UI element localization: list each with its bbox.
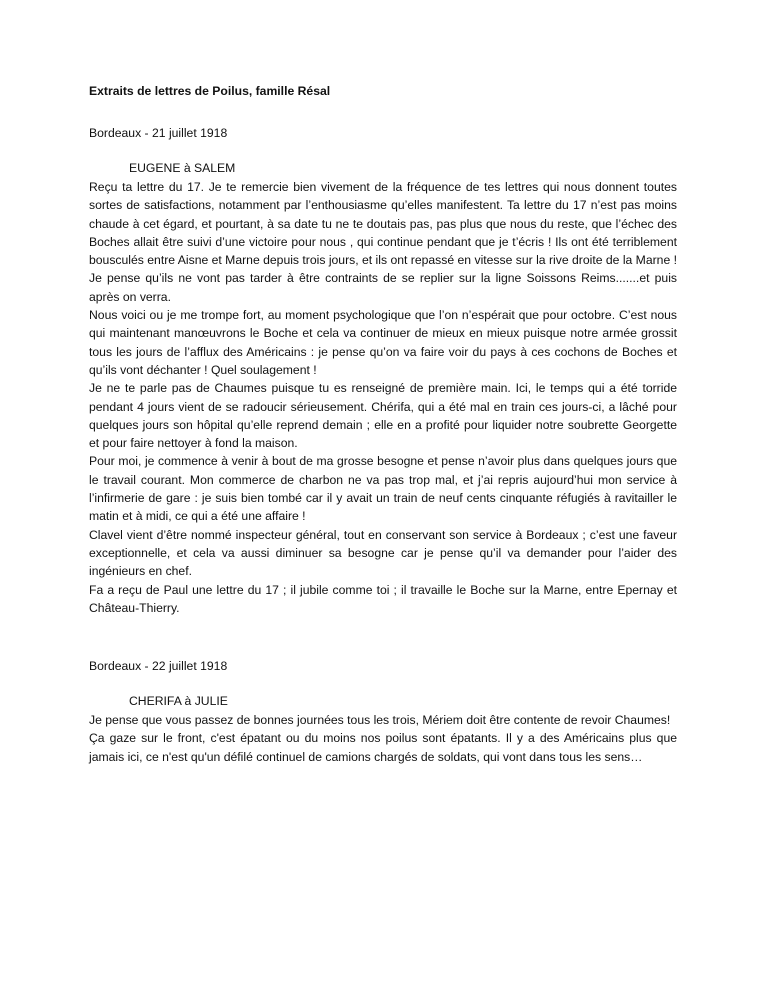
- letter-heading: EUGENE à SALEM: [129, 161, 236, 175]
- letter-paragraph: Reçu ta lettre du 17. Je te remercie bien vivement de la fréquence de tes lettres qui nous donnent toutes sortes de satisfactions, notamment par l’enthousiasme qu’elles manifestent. Ta lettre du 17 n’est pas moins chaude à cet égard, et pourtant, à sa date tu ne te doutais pas, pas plus que nous du reste, que l’échec des Boches allait être suivi d’une victoire pour nous , qui continue pendant que je t’écris ! Ils ont été terriblement bousculés entre Aisne et Marne depuis trois jours, et ils ont repassé en vitesse sur la rive droite de la Marne ! Je pense qu’ils ne vont pas tarder à être contraints de se replier sur la ligne Soissons Reims.......et puis après on verra.: [89, 180, 678, 304]
- letter-paragraph: Pour moi, je commence à venir à bout de ma grosse besogne et pense n’avoir plus dans quelques jours que le travail courant. Mon commerce de charbon ne va pas trop mal, et j’ai repris aujourd’hui mon service à l’infirmerie de gare : je suis bien tombé car il y avait un train de neuf cents cinquante réfugiés à ravitailler le matin et à midi, ce qui a été une affaire !: [89, 454, 677, 524]
- letter-paragraph: Fa a reçu de Paul une lettre du 17 ; il jubile comme toi ; il travaille le Boche sur la Marne, entre Epernay et Château-Thierry.: [89, 582, 677, 615]
- letter-paragraph: Clavel vient d’être nommé inspecteur général, tout en conservant son service à Bordeaux ; c’est une faveur exceptionnelle, et cela va aussi diminuer sa besogne car je pense qu’il va demander pour l’aider des ingénieurs en chef.: [89, 527, 677, 579]
- letter-date: Bordeaux - 22 juillet 1918: [89, 659, 228, 674]
- letter-heading: CHERIFA à JULIE: [129, 694, 228, 709]
- letter-paragraph: Je ne te parle pas de Chaumes puisque tu es renseigné de première main. Ici, le temps qui a été torride pendant 4 jours vient de se radoucir sérieusement. Chérifa, qui a été mal en train ces jours-ci, a lâché pour quelques jours son hôpital qu’elle reprend demain ; elle en a profité pour liquider notre soubrette Georgette et pour faire nettoyer à fond la maison.: [89, 381, 677, 451]
- letter-1: [89, 124, 677, 617]
- letter-date: Bordeaux - 21 juillet 1918: [89, 126, 228, 140]
- document-page: [89, 82, 677, 766]
- document-title: Extraits de lettres de Poilus, famille Résal: [89, 84, 331, 98]
- letter-paragraph: Je pense que vous passez de bonnes journées tous les trois, Mériem doit être contente de revoir Chaumes!: [89, 713, 671, 728]
- letter-paragraph: Nous voici ou je me trompe fort, au moment psychologique que l’on n’espérait que pour octobre. C’est nous qui maintenant manœuvrons le Boche et cela va continuer de mieux en mieux puisque notre armée grossit tous les jours de l’afflux des Américains : je pense qu’on va faire voir du pays à ces cochons de Boches et qu’ils vont déchanter ! Quel soulagement !: [89, 308, 677, 377]
- letter-2: [89, 657, 677, 766]
- letter-paragraph: Ça gaze sur le front, c'est épatant ou du moins nos poilus sont épatants. Il y a des Américains plus que jamais ici, ce n'est qu'un défilé continuel de camions chargés de soldats, qui vont dans tous les sens…: [89, 731, 677, 764]
